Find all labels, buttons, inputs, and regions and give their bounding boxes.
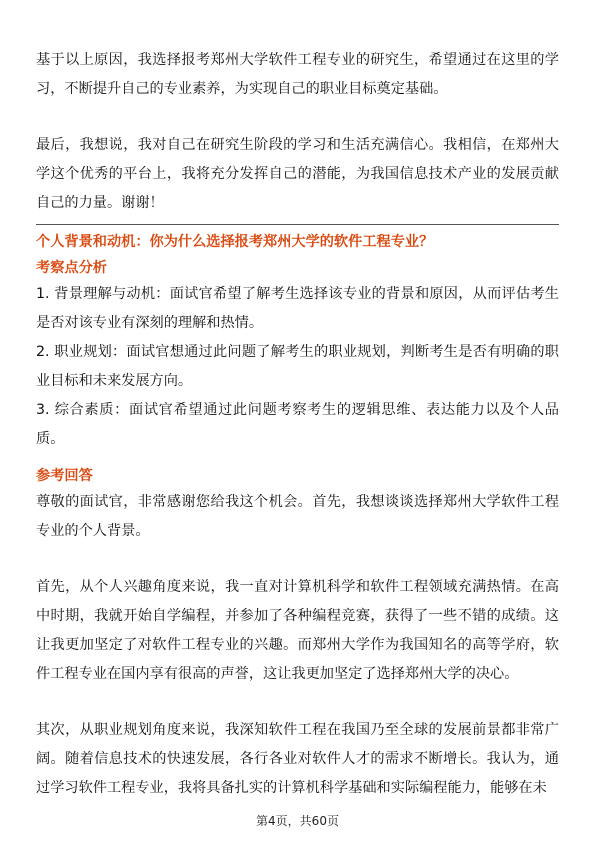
answer-paragraph-3: 其次，从职业规划角度来说，我深知软件工程在我国乃至全球的发展前景都非常广阔。随着信息技术的快速发展，各行各业对软件人才的需求不断增长。我认为，通过学习软件工程专业，我将具备扎实的计算机科学基础和实际编程能力，能够在未 bbox=[36, 722, 559, 796]
paragraph-gap bbox=[36, 546, 559, 573]
analysis-item-2: 2. 职业规划：面试官想通过此问题了解考生的职业规划，判断考生是否有明确的职业目标和未来发展方向。 bbox=[36, 344, 559, 389]
answer-heading: 参考回答 bbox=[36, 468, 93, 484]
paragraph-gap bbox=[36, 689, 559, 716]
paragraph-gap bbox=[36, 104, 559, 131]
document-page bbox=[36, 46, 559, 803]
answer-paragraph-1: 尊敬的面试官，非常感谢您给我这个机会。首先，我想谈谈选择郑州大学软件工程专业的个人背景。 bbox=[36, 494, 559, 539]
page-number: 第4页，共60页 bbox=[256, 814, 339, 828]
analysis-item-3: 3. 综合素质：面试官希望通过此问题考察考生的逻辑思维、表达能力以及个人品质。 bbox=[36, 402, 559, 447]
section-divider bbox=[36, 224, 559, 225]
answer-paragraph-2: 首先，从个人兴趣角度来说，我一直对计算机科学和软件工程领域充满热情。在高中时期，我就开始自学编程，并参加了各种编程竞赛，获得了一些不错的成绩。这让我更加坚定了对软件工程专业的兴趣。而郑州大学作为我国知名的高等学府，软件工程专业在国内享有很高的声誉，这让我更加坚定了选择郑州大学的决心。 bbox=[36, 579, 559, 682]
intro-paragraph-2: 最后，我想说，我对自己在研究生阶段的学习和生活充满信心。我相信，在郑州大学这个优秀的平台上，我将充分发挥自己的潜能，为我国信息技术产业的发展贡献自己的力量。谢谢！ bbox=[36, 137, 559, 211]
paragraph-gap bbox=[36, 454, 559, 464]
analysis-item-1: 1. 背景理解与动机：面试官希望了解考生选择该专业的背景和原因，从而评估考生是否对该专业有深刻的理解和热情。 bbox=[36, 286, 559, 331]
question-title: 个人背景和动机：你为什么选择报考郑州大学的软件工程专业？ bbox=[36, 234, 434, 250]
analysis-heading: 考察点分析 bbox=[36, 260, 107, 276]
intro-paragraph-1: 基于以上原因，我选择报考郑州大学软件工程专业的研究生，希望通过在这里的学习，不断提升自己的专业素养，为实现自己的职业目标奠定基础。 bbox=[36, 52, 559, 97]
